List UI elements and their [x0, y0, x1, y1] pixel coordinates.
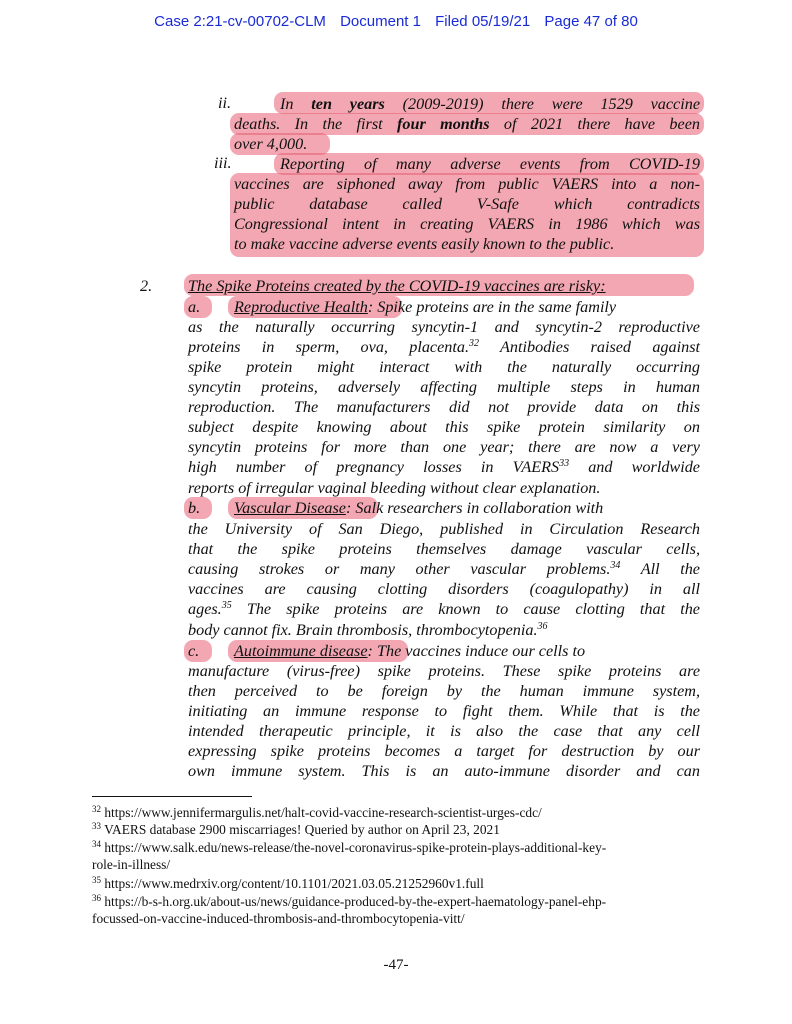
footnote-text: https://www.salk.edu/news-release/the-novel-coronavirus-spike-protein-plays-additional-key-	[104, 840, 607, 855]
subsection-c-line-5: intended therapeutic principle, it is also the case that any cell	[188, 722, 700, 740]
footnote-36[interactable]	[92, 893, 702, 927]
footnote-number: 32	[92, 804, 101, 814]
footnote-text: https://www.jennifermargulis.net/halt-covid-vaccine-research-scientist-urges-cdc/	[104, 805, 542, 820]
case-number: Case 2:21-cv-00702-CLM	[154, 13, 326, 30]
subsection-b-line-2: the University of San Diego, published in Circulation Research	[188, 520, 700, 538]
footnote-ref[interactable]: 33	[559, 458, 570, 469]
footnote-ref[interactable]: 36	[537, 621, 548, 632]
subsection-title: Vascular Disease	[234, 499, 346, 517]
emphasis: four months	[396, 115, 490, 133]
subsection-a-line-2: as the naturally occurring syncytin-1 and syncytin-2 reproductive	[188, 318, 700, 336]
subsection-c-line-4: initiating an immune response to fight them. While that is the	[188, 702, 700, 720]
text: deaths. In the first	[234, 115, 397, 133]
text: and worldwide	[569, 458, 700, 476]
footnote-ref[interactable]: 35	[221, 600, 232, 611]
filed-date: Filed 05/19/21	[435, 13, 531, 30]
text: ages.	[188, 600, 222, 618]
item-iii-line-3: public database called V-Safe which contradicts	[234, 195, 700, 213]
footnote-number: 34	[92, 839, 101, 849]
subsection-a-line-3	[188, 337, 700, 357]
footnote-text: https://b-s-h.org.uk/about-us/news/guidance-produced-by-the-expert-haematology-panel-ehp-	[104, 894, 607, 909]
item-ii-line-3: over 4,000.	[234, 135, 308, 153]
item-numeral: iii.	[214, 154, 232, 172]
text: (2009-2019) there were 1529 vaccine	[384, 95, 701, 113]
subsection-b-line-5: vaccines are causing clotting disorders (coagulopathy) in all	[188, 580, 700, 598]
text: : Salk researchers in collaboration with	[345, 499, 604, 517]
subsection-title: Autoimmune disease	[234, 642, 368, 660]
subsection-a-line-5: syncytin proteins, adversely affecting multiple steps in human	[188, 378, 700, 396]
item-iii-line-2: vaccines are siphoned away from public VAERS into a non-	[234, 175, 700, 193]
subsection-a-line-10: reports of irregular vaginal bleeding without clear explanation.	[188, 479, 601, 497]
subsection-c-line-1	[234, 641, 700, 661]
footnote-text: https://www.medrxiv.org/content/10.1101/2021.03.05.21252960v1.full	[104, 876, 484, 891]
text: body cannot fix. Brain thrombosis, thrombocytopenia.	[188, 621, 538, 639]
text: of 2021 there have been	[489, 115, 700, 133]
text: proteins in sperm, ova, placenta.	[188, 338, 470, 356]
footnote-text-continued: role-in-illness/	[92, 857, 171, 872]
text: In	[280, 95, 312, 113]
footnote-ref[interactable]: 34	[610, 560, 621, 571]
footnote-divider	[92, 796, 252, 797]
subsection-a-line-4: spike protein might interact with the naturally occurring	[188, 358, 700, 376]
text: The spike proteins are known to cause clotting that the	[231, 600, 700, 618]
subsection-a-line-8: syncytin proteins for more than one year; there are now a very	[188, 438, 700, 456]
subsection-b-line-7	[188, 620, 548, 640]
subsection-letter: b.	[188, 499, 201, 517]
subsection-c-line-2: manufacture (virus-free) spike proteins. These spike proteins are	[188, 662, 700, 680]
footnote-32[interactable]	[92, 804, 702, 821]
text: Antibodies raised against	[479, 338, 700, 356]
subsection-a-line-1	[234, 297, 700, 317]
section-heading: The Spike Proteins created by the COVID-19 vaccines are risky:	[188, 277, 606, 295]
footnote-ref[interactable]: 32	[469, 338, 480, 349]
subsection-b-line-4	[188, 559, 700, 579]
footnote-text: VAERS database 2900 miscarriages! Queried by author on April 23, 2021	[104, 822, 500, 837]
footnote-number: 33	[92, 821, 101, 831]
emphasis: ten years	[311, 95, 385, 113]
item-iii-line-4: Congressional intent in creating VAERS in 1986 which was	[234, 215, 700, 233]
page-indicator: Page 47 of 80	[544, 13, 638, 30]
subsection-c-line-6: expressing spike proteins becomes a target for destruction by our	[188, 742, 700, 760]
item-numeral: ii.	[218, 94, 232, 112]
subsection-b-line-1	[234, 498, 603, 518]
footnote-33	[92, 821, 702, 838]
subsection-a-line-9	[188, 457, 700, 477]
footnote-text-continued: focussed-on-vaccine-induced-thrombosis-and-thrombocytopenia-vitt/	[92, 911, 465, 926]
subsection-c-line-7: own immune system. This is an auto-immune disorder and can	[188, 762, 700, 780]
footnote-35[interactable]	[92, 875, 702, 892]
footnote-number: 36	[92, 893, 101, 903]
page-number: -47-	[383, 957, 409, 973]
document-number: Document 1	[340, 13, 421, 30]
subsection-c-line-3: then perceived to be foreign by the human immune system,	[188, 682, 700, 700]
section-number: 2.	[140, 277, 153, 295]
text: causing strokes or many other vascular problems.	[188, 560, 611, 578]
text: : The vaccines induce our cells to	[367, 642, 586, 660]
subsection-letter: a.	[188, 298, 201, 316]
subsection-letter: c.	[188, 642, 200, 660]
text: : Spike proteins are in the same family	[367, 298, 617, 316]
item-iii-line-1: Reporting of many adverse events from COVID-19	[280, 155, 700, 173]
case-header	[0, 13, 792, 30]
subsection-b-line-3: that the spike proteins themselves damage vascular cells,	[188, 540, 700, 558]
subsection-a-line-6: reproduction. The manufacturers did not provide data on this	[188, 398, 700, 416]
subsection-title: Reproductive Health	[234, 298, 368, 316]
item-ii-line-2	[234, 114, 700, 134]
footnote-number: 35	[92, 875, 101, 885]
subsection-b-line-6	[188, 599, 700, 619]
text: All the	[620, 560, 700, 578]
item-iii-line-5: to make vaccine adverse events easily known to the public.	[234, 235, 615, 253]
footnote-34[interactable]	[92, 839, 702, 873]
text: high number of pregnancy losses in VAERS	[188, 458, 560, 476]
item-ii-line-1	[280, 94, 700, 114]
subsection-a-line-7: subject despite knowing about this spike protein similarity on	[188, 418, 700, 436]
